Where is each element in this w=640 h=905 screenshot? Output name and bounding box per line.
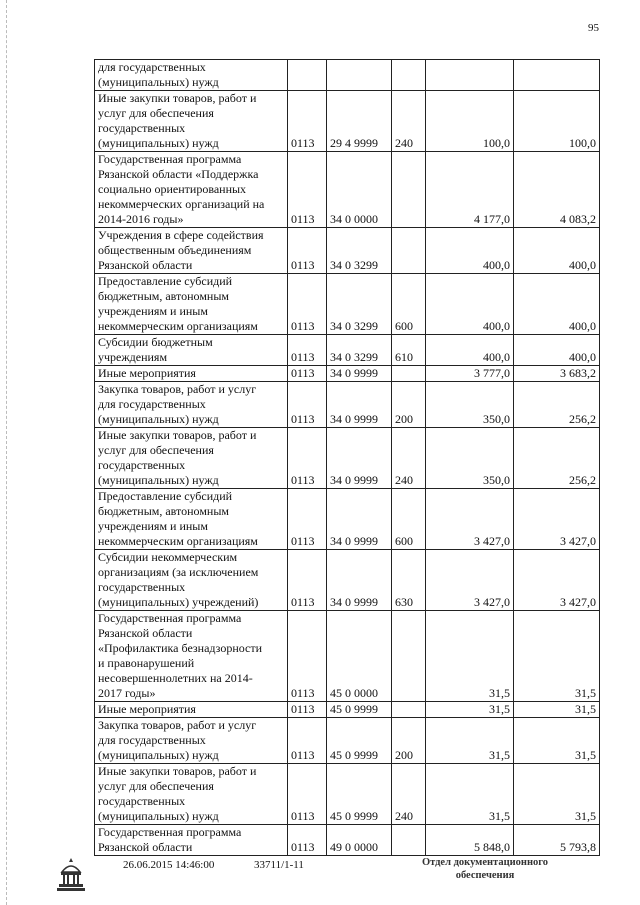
- row-amount-1: 3 427,0: [426, 550, 514, 611]
- row-name: Иные закупки товаров, работ и услуг для обеспечения государственных (муниципальных) нужд: [95, 91, 288, 152]
- row-amount-1: 100,0: [426, 91, 514, 152]
- footer-document-code: 33711/1-11: [254, 859, 304, 871]
- table-row: [95, 428, 600, 489]
- row-amount-1: [426, 60, 514, 91]
- row-amount-2: 31,5: [514, 764, 600, 825]
- scan-edge-rule: [6, 0, 7, 905]
- row-section-code: 0113: [288, 366, 327, 382]
- table-row: [95, 764, 600, 825]
- row-target-article: 45 0 9999: [327, 702, 392, 718]
- row-target-article: [327, 60, 392, 91]
- row-expense-type: 240: [392, 764, 426, 825]
- row-name: Субсидии некоммерческим организациям (за исключением государственных (муниципальных) учреждений): [95, 550, 288, 611]
- row-amount-2: 100,0: [514, 91, 600, 152]
- row-expense-type: [392, 611, 426, 702]
- row-expense-type: 600: [392, 274, 426, 335]
- table-row: [95, 91, 600, 152]
- row-section-code: 0113: [288, 611, 327, 702]
- row-amount-2: 5 793,8: [514, 825, 600, 856]
- row-amount-1: 400,0: [426, 274, 514, 335]
- page-footer: [0, 856, 640, 896]
- row-name: Государственная программа Рязанской области «Профилактика безнадзорности и правонарушений несовершеннолетних на 2014- 2017 годы»: [95, 611, 288, 702]
- table-row: [95, 702, 600, 718]
- row-expense-type: [392, 825, 426, 856]
- page-number: 95: [588, 22, 599, 34]
- table-row: [95, 382, 600, 428]
- row-expense-type: [392, 366, 426, 382]
- row-name: Закупка товаров, работ и услуг для государственных (муниципальных) нужд: [95, 382, 288, 428]
- row-target-article: 34 0 3299: [327, 228, 392, 274]
- row-amount-1: 31,5: [426, 764, 514, 825]
- row-target-article: 34 0 0000: [327, 152, 392, 228]
- row-section-code: 0113: [288, 718, 327, 764]
- row-section-code: 0113: [288, 91, 327, 152]
- row-name: Иные мероприятия: [95, 702, 288, 718]
- row-section-code: 0113: [288, 764, 327, 825]
- row-expense-type: [392, 228, 426, 274]
- row-name: Субсидии бюджетным учреждениям: [95, 335, 288, 366]
- row-amount-2: 400,0: [514, 335, 600, 366]
- row-section-code: 0113: [288, 550, 327, 611]
- row-target-article: 34 0 9999: [327, 382, 392, 428]
- row-target-article: 29 4 9999: [327, 91, 392, 152]
- table-row: [95, 152, 600, 228]
- row-amount-2: 3 683,2: [514, 366, 600, 382]
- row-amount-1: 31,5: [426, 611, 514, 702]
- row-section-code: [288, 60, 327, 91]
- row-section-code: 0113: [288, 428, 327, 489]
- row-section-code: 0113: [288, 825, 327, 856]
- row-name: Иные мероприятия: [95, 366, 288, 382]
- row-section-code: 0113: [288, 335, 327, 366]
- row-target-article: 45 0 0000: [327, 611, 392, 702]
- row-name: Закупка товаров, работ и услуг для государственных (муниципальных) нужд: [95, 718, 288, 764]
- row-amount-1: 4 177,0: [426, 152, 514, 228]
- row-name: Предоставление субсидий бюджетным, автономным учреждениям и иным некоммерческим организациям: [95, 489, 288, 550]
- row-amount-1: 3 777,0: [426, 366, 514, 382]
- table-row: [95, 718, 600, 764]
- row-expense-type: 200: [392, 382, 426, 428]
- row-amount-2: [514, 60, 600, 91]
- row-amount-1: 5 848,0: [426, 825, 514, 856]
- table-row: [95, 335, 600, 366]
- row-expense-type: [392, 702, 426, 718]
- table-row: [95, 550, 600, 611]
- row-target-article: 34 0 9999: [327, 366, 392, 382]
- row-amount-1: 400,0: [426, 228, 514, 274]
- row-amount-2: 31,5: [514, 611, 600, 702]
- row-expense-type: 600: [392, 489, 426, 550]
- row-amount-1: 3 427,0: [426, 489, 514, 550]
- row-amount-2: 400,0: [514, 274, 600, 335]
- row-section-code: 0113: [288, 152, 327, 228]
- row-name: Учреждения в сфере содействия общественным объединениям Рязанской области: [95, 228, 288, 274]
- row-amount-1: 31,5: [426, 718, 514, 764]
- row-expense-type: 610: [392, 335, 426, 366]
- row-name: Государственная программа Рязанской области: [95, 825, 288, 856]
- row-amount-2: 256,2: [514, 382, 600, 428]
- row-section-code: 0113: [288, 702, 327, 718]
- row-expense-type: 240: [392, 428, 426, 489]
- row-target-article: 49 0 0000: [327, 825, 392, 856]
- table-row: [95, 825, 600, 856]
- table-row: [95, 60, 600, 91]
- row-name: Иные закупки товаров, работ и услуг для обеспечения государственных (муниципальных) нужд: [95, 428, 288, 489]
- row-amount-2: 3 427,0: [514, 489, 600, 550]
- table-row: [95, 274, 600, 335]
- row-target-article: 45 0 9999: [327, 718, 392, 764]
- row-target-article: 34 0 3299: [327, 274, 392, 335]
- table-row: [95, 228, 600, 274]
- row-amount-1: 350,0: [426, 382, 514, 428]
- budget-table: [94, 59, 600, 856]
- table-row: [95, 489, 600, 550]
- row-expense-type: [392, 60, 426, 91]
- row-amount-2: 256,2: [514, 428, 600, 489]
- row-amount-2: 4 083,2: [514, 152, 600, 228]
- row-expense-type: 200: [392, 718, 426, 764]
- row-section-code: 0113: [288, 489, 327, 550]
- row-target-article: 34 0 3299: [327, 335, 392, 366]
- row-expense-type: 240: [392, 91, 426, 152]
- row-section-code: 0113: [288, 274, 327, 335]
- row-target-article: 45 0 9999: [327, 764, 392, 825]
- table-row: [95, 366, 600, 382]
- footer-timestamp: 26.06.2015 14:46:00: [123, 859, 215, 871]
- row-section-code: 0113: [288, 228, 327, 274]
- row-name: для государственных (муниципальных) нужд: [95, 60, 288, 91]
- row-expense-type: [392, 152, 426, 228]
- row-target-article: 34 0 9999: [327, 428, 392, 489]
- budget-table-body: [95, 60, 600, 856]
- row-target-article: 34 0 9999: [327, 550, 392, 611]
- row-amount-1: 400,0: [426, 335, 514, 366]
- row-name: Иные закупки товаров, работ и услуг для обеспечения государственных (муниципальных) нужд: [95, 764, 288, 825]
- row-amount-2: 400,0: [514, 228, 600, 274]
- row-section-code: 0113: [288, 382, 327, 428]
- row-amount-1: 31,5: [426, 702, 514, 718]
- duma-emblem-icon: [56, 856, 86, 892]
- row-name: Предоставление субсидий бюджетным, автономным учреждениям и иным некоммерческим организациям: [95, 274, 288, 335]
- row-amount-2: 31,5: [514, 702, 600, 718]
- table-row: [95, 611, 600, 702]
- row-amount-2: 3 427,0: [514, 550, 600, 611]
- row-target-article: 34 0 9999: [327, 489, 392, 550]
- row-name: Государственная программа Рязанской области «Поддержка социально ориентированных некоммерческих организаций на 2014-2016 годы»: [95, 152, 288, 228]
- footer-department-stamp: Отдел документационного обеспечения: [421, 857, 549, 881]
- row-expense-type: 630: [392, 550, 426, 611]
- row-amount-1: 350,0: [426, 428, 514, 489]
- row-amount-2: 31,5: [514, 718, 600, 764]
